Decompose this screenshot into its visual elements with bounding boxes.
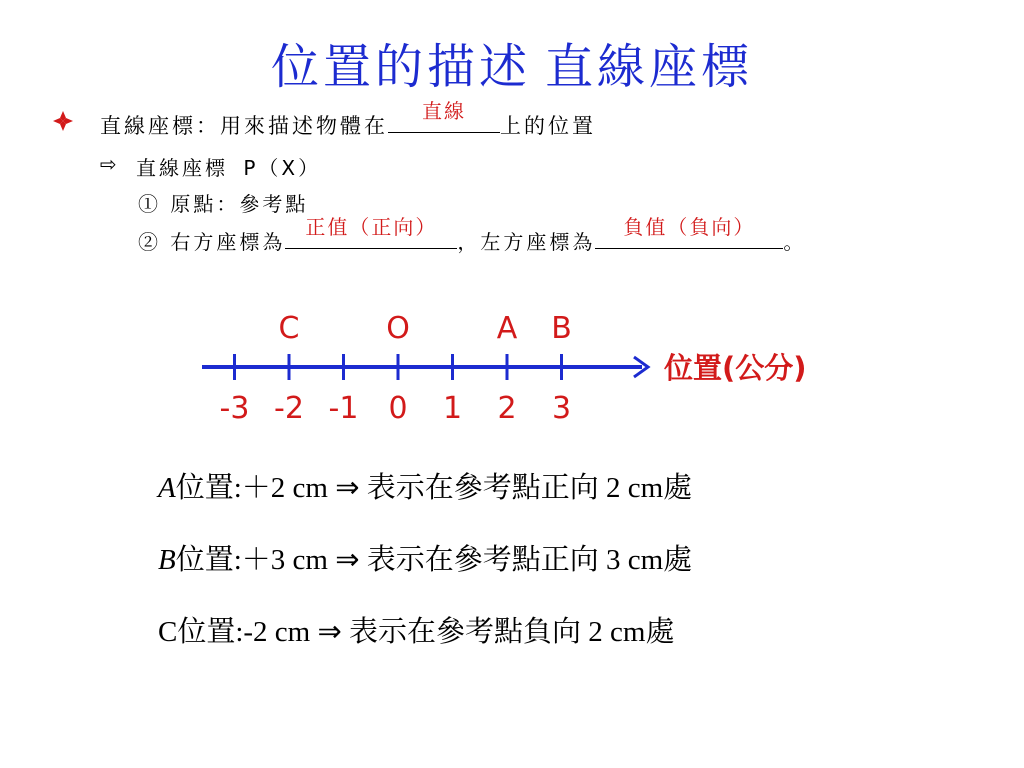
point-label-o: O — [386, 311, 410, 346]
equation-a-text: 位置:＋2 cm ⇒ 表示在參考點正向 2 cm處 — [175, 472, 693, 504]
sub-label: 直線座標 — [136, 156, 228, 180]
item-2-answer-left: 負值（負向） — [623, 215, 756, 239]
equation-c — [158, 609, 674, 650]
tick-label: -2 — [274, 391, 304, 426]
equation-a-var: A — [158, 472, 176, 504]
equation-b-var: B — [158, 544, 176, 576]
title-part-2: 直線座標 — [545, 39, 754, 95]
point-label-a: A — [496, 311, 518, 346]
point-label-c: C — [278, 311, 300, 346]
item-1-text: ① 原點：參考點 — [138, 192, 309, 216]
item-2-mid: ，左方座標為 — [457, 230, 596, 254]
equation-a — [158, 465, 692, 506]
tick-label: 0 — [388, 391, 408, 426]
right-arrow-icon: ⇨ — [100, 152, 117, 176]
equation-b — [158, 537, 692, 578]
equation-c-text: 位置:-2 cm ⇒ 表示在參考點負向 2 cm處 — [177, 616, 675, 648]
item-2-end: 。 — [783, 230, 807, 254]
tick-label: 2 — [497, 391, 517, 426]
title-part-1: 位置的描述 — [270, 39, 531, 95]
definition-answer: 直線 — [422, 99, 466, 123]
definition-suffix: 上的位置 — [500, 114, 596, 138]
tick-label: 3 — [551, 391, 572, 426]
item-2-prefix: ② 右方座標為 — [138, 230, 286, 254]
point-label-b: B — [551, 311, 572, 346]
sub-notation: P（X） — [243, 156, 322, 180]
equation-c-var: C — [158, 616, 178, 648]
item-2-answer-right: 正值（正向） — [305, 215, 438, 239]
definition-label: 直線座標：用來描述物體在 — [100, 114, 388, 138]
equation-b-text: 位置:＋3 cm ⇒ 表示在參考點正向 3 cm處 — [175, 544, 693, 576]
tick-label: 1 — [442, 391, 463, 426]
axis-label: 位置(公分) — [664, 351, 807, 385]
tick-label: -3 — [219, 391, 250, 426]
tick-label: -1 — [328, 391, 359, 426]
